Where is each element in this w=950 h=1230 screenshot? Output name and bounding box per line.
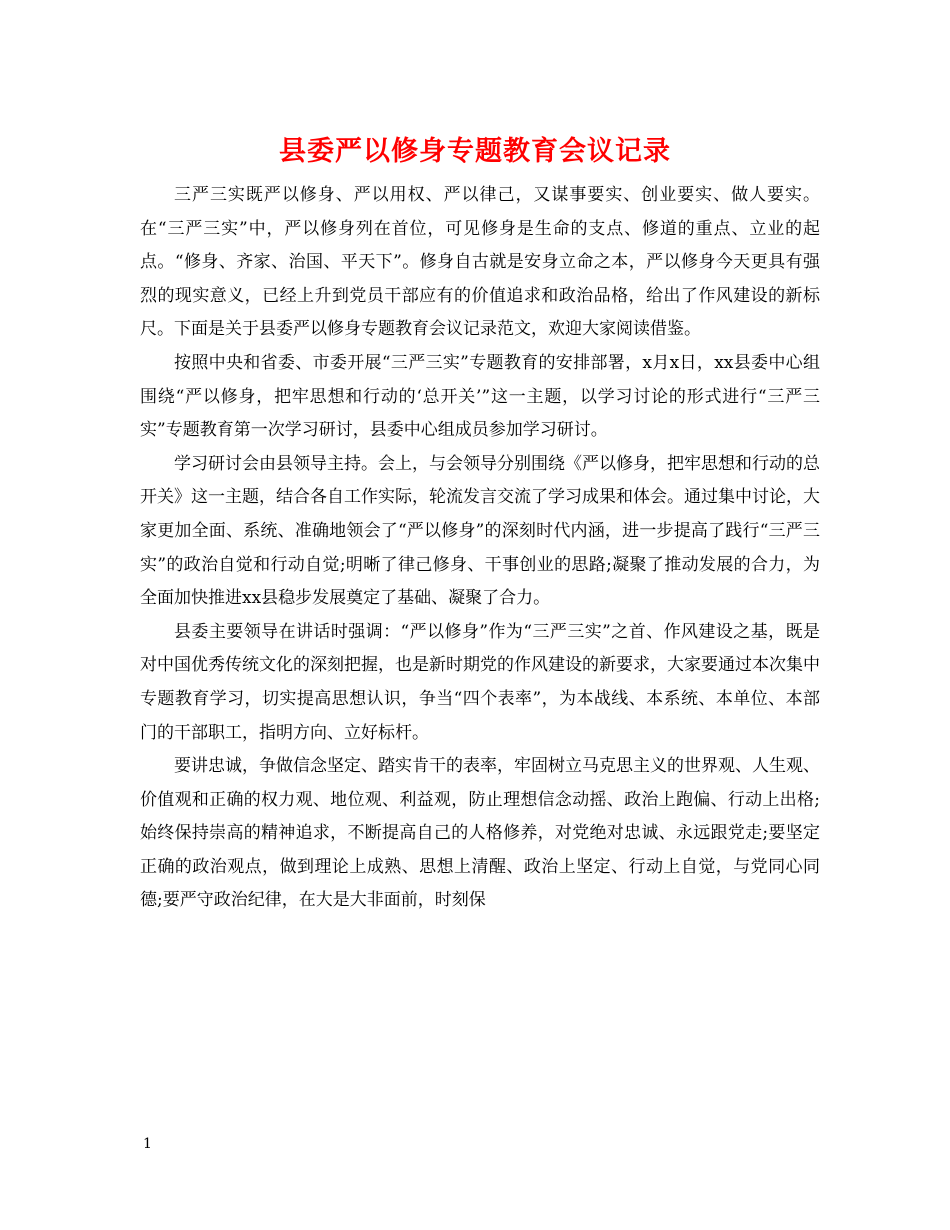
document-title: 县委严以修身专题教育会议记录 xyxy=(279,136,671,167)
paragraph-loyalty: 要讲忠诚，争做信念坚定、踏实肯干的表率，牢固树立马克思主义的世界观、人生观、价值观和正确的权力观、地位观、利益观，防止理想信念动摇、政治上跑偏、行动上出格;始终保持崇高的精神追求，不断提高自己的人格修养，对党绝对忠诚、永远跟党走;要坚定正确的政治观点，做到理论上成熟、思想上清醒、政治上坚定、行动上自觉，与党同心同德;要严守政治纪律，在大是大非面前，时刻保 xyxy=(140,756,820,911)
document-body xyxy=(140,179,820,918)
paragraph-intro: 三严三实既严以修身、严以用权、严以律己，又谋事要实、创业要实、做人要实。在“三严三实”中，严以修身列在首位，可见修身是生命的支点、修道的重点、立业的起点。“修身、齐家、治国、平天下”。修身自古就是安身立命之本，严以修身今天更具有强烈的现实意义，已经上升到党员干部应有的价值追求和政治品格，给出了作风建设的新标尺。下面是关于县委严以修身专题教育会议记录范文，欢迎大家阅读借鉴。 xyxy=(140,185,820,340)
paragraph-meeting: 学习研讨会由县领导主持。会上，与会领导分别围绕《严以修身，把牢思想和行动的总开关》这一主题，结合各自工作实际，轮流发言交流了学习成果和体会。通过集中讨论，大家更加全面、系统、准确地领会了“严以修身”的深刻时代内涵，进一步提高了践行“三严三实”的政治自觉和行动自觉;明晰了律己修身、干事创业的思路;凝聚了推动发展的合力，为全面加快推进xx县稳步发展奠定了基础、凝聚了合力。 xyxy=(140,453,820,609)
paragraph-speech: 县委主要领导在讲话时强调：“严以修身”作为“三严三实”之首、作风建设之基，既是对中国优秀传统文化的深刻把握，也是新时期党的作风建设的新要求，大家要通过本次集中专题教育学习，切实提高思想认识，争当“四个表率”，为本战线、本系统、本单位、本部门的干部职工，指明方向、立好标杆。 xyxy=(140,621,820,743)
page-number: 1 xyxy=(143,1136,152,1152)
paragraph-arrangement: 按照中央和省委、市委开展“三严三实”专题教育的安排部署，x月x日，xx县委中心组围绕“严以修身，把牢思想和行动的‘总开关’”这一主题，以学习讨论的形式进行“三严三实”专题教育第一次学习研讨，县委中心组成员参加学习研讨。 xyxy=(140,352,820,441)
